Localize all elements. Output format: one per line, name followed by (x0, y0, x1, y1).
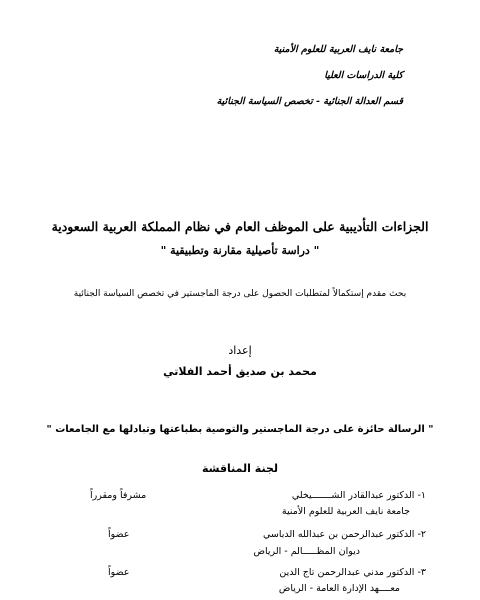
member-role: عضواً (108, 567, 130, 578)
member-affiliation: معــــهد الإدارة العامة - الرياض (278, 583, 400, 594)
approval-note: " الرسالة حائزة على درجة الماجستير والتوصية بطباعتها وتبادلها مع الجامعات " (46, 424, 434, 435)
member-role: عضواً (108, 529, 130, 540)
member-name: ٣- الدكتور مدني عبدالرحمن تاج الدين (279, 567, 426, 578)
member-affiliation: ديوان المظـــــالم - الرياض (253, 546, 360, 557)
member-role: مشرفاً ومقرراً (90, 490, 147, 501)
member-affiliation: جامعة نايف العربية للعلوم الأمنية (281, 506, 410, 517)
committee-heading: لجنة المناقشة (201, 462, 278, 475)
university-name: جامعة نايف العربية للعلوم الأمنية (273, 44, 403, 55)
member-name: ١- الدكتور عبدالقادر الشـــــــيخلي (291, 490, 426, 501)
thesis-title: الجزاءات التأديبية على الموظف العام في نظام المملكة العربية السعودية (51, 219, 429, 234)
thesis-subtitle: " دراسة تأصيلية مقارنة وتطبيقية " (160, 244, 320, 257)
prepared-by-label: إعداد (228, 344, 252, 357)
submission-statement: بحث مقدم إستكمالاً لمتطلبات الحصول على درجة الماجستير في تخصص السياسة الجنائية (73, 289, 407, 299)
department-name: قسم العدالة الجنائية - تخصص السياسة الجنائية (216, 96, 403, 107)
author-name: محمد بن صديق أحمد الفلاتي (163, 365, 317, 378)
member-name: ٢- الدكتور عبدالرحمن بن عبدالله الدباسي (262, 529, 426, 540)
college-name: كلية الدراسات العليا (324, 70, 403, 81)
